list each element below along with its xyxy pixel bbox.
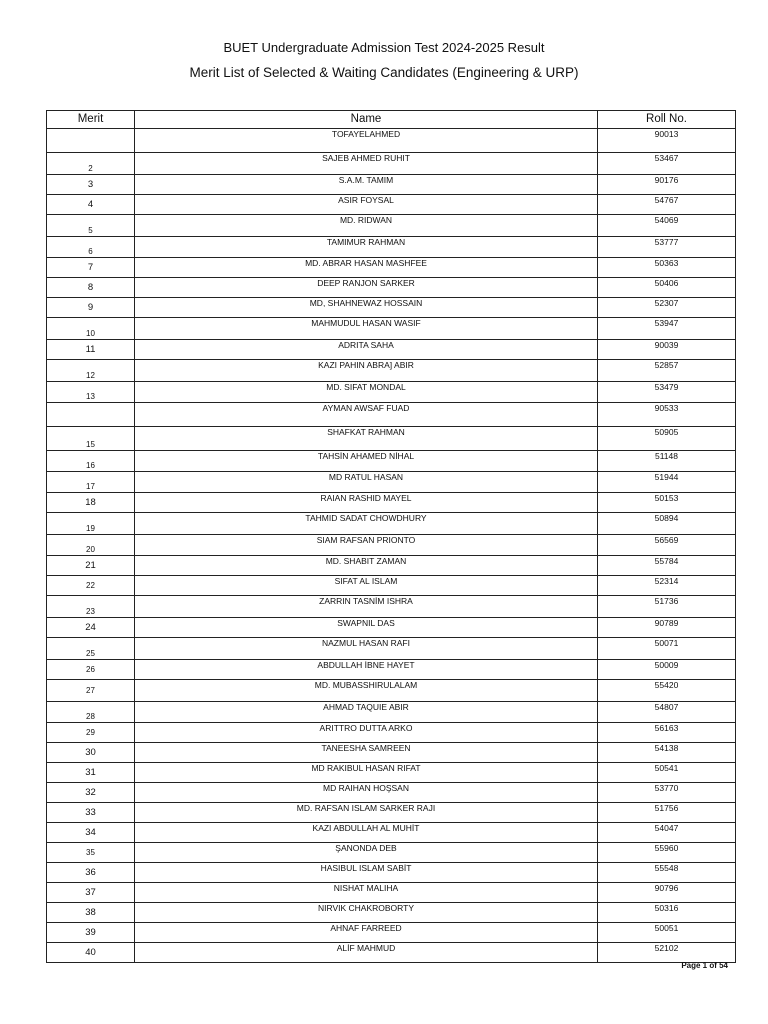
roll-cell: 56569 [598, 535, 736, 556]
table-row [47, 702, 736, 723]
name-cell: MD. SHABIT ZAMAN [135, 556, 598, 576]
name-cell: MD. MUBASSHIRULALAM [135, 680, 598, 702]
roll-cell: 54047 [598, 823, 736, 843]
roll-cell: 55548 [598, 863, 736, 883]
table-row [47, 618, 736, 638]
name-cell: MD. RAFSAN ISLAM SARKER RAJI [135, 803, 598, 823]
table-row [47, 215, 736, 237]
table-row [47, 513, 736, 535]
name-cell: AYMAN AWSAF FUAD [135, 403, 598, 427]
table-row [47, 451, 736, 472]
roll-cell: 55420 [598, 680, 736, 702]
table-row [47, 943, 736, 963]
table-row [47, 237, 736, 258]
merit-cell [47, 403, 135, 427]
table-row [47, 535, 736, 556]
roll-cell: 50071 [598, 638, 736, 660]
name-cell: MD RATUL HASAN [135, 472, 598, 493]
merit-cell: 9 [47, 298, 135, 318]
name-cell: NISHAT MALIHA [135, 883, 598, 903]
roll-cell: 53467 [598, 153, 736, 175]
name-cell: ŞANONDA DEB [135, 843, 598, 863]
merit-cell: 6 [47, 237, 135, 258]
name-cell: MD RAIHAN HOŞSAN [135, 783, 598, 803]
name-cell: ZARRIN TASNİM ISHRA [135, 596, 598, 618]
merit-cell: 21 [47, 556, 135, 576]
merit-cell: 5 [47, 215, 135, 237]
roll-cell: 50406 [598, 278, 736, 298]
roll-cell: 56163 [598, 723, 736, 743]
merit-cell: 37 [47, 883, 135, 903]
table-row [47, 175, 736, 195]
merit-cell: 27 [47, 680, 135, 702]
name-cell: SIFAT AL ISLAM [135, 576, 598, 596]
merit-cell: 17 [47, 472, 135, 493]
merit-table [46, 110, 736, 963]
roll-cell: 50905 [598, 427, 736, 451]
name-cell: MD. SIFAT MONDAL [135, 382, 598, 403]
merit-cell: 20 [47, 535, 135, 556]
merit-cell: 13 [47, 382, 135, 403]
roll-cell: 90013 [598, 129, 736, 153]
table-row [47, 427, 736, 451]
table-body [47, 129, 736, 963]
roll-cell: 52314 [598, 576, 736, 596]
name-cell: MD. RIDWAN [135, 215, 598, 237]
merit-cell: 24 [47, 618, 135, 638]
name-cell: KAZI ABDULLAH AL MUHİT [135, 823, 598, 843]
table-row [47, 403, 736, 427]
roll-cell: 90039 [598, 340, 736, 360]
roll-cell: 90789 [598, 618, 736, 638]
name-cell: SIAM RAFSAN PRIONTO [135, 535, 598, 556]
table-row [47, 883, 736, 903]
roll-cell: 51736 [598, 596, 736, 618]
table-row [47, 382, 736, 403]
roll-cell: 54138 [598, 743, 736, 763]
merit-cell: 39 [47, 923, 135, 943]
roll-cell: 51944 [598, 472, 736, 493]
name-cell: KAZI PAHIN ABRA] ABIR [135, 360, 598, 382]
merit-cell: 29 [47, 723, 135, 743]
table-row [47, 596, 736, 618]
merit-cell: 2 [47, 153, 135, 175]
table-row [47, 923, 736, 943]
table-row [47, 258, 736, 278]
merit-cell: 8 [47, 278, 135, 298]
roll-cell: 55960 [598, 843, 736, 863]
merit-cell: 7 [47, 258, 135, 278]
merit-cell: 34 [47, 823, 135, 843]
name-cell: HASIBUL ISLAM SABİT [135, 863, 598, 883]
roll-cell: 53947 [598, 318, 736, 340]
merit-cell: 11 [47, 340, 135, 360]
name-cell: RAIAN RASHID MAYEL [135, 493, 598, 513]
table-row [47, 863, 736, 883]
merit-cell: 10 [47, 318, 135, 340]
name-cell: TANEESHA SAMREEN [135, 743, 598, 763]
merit-cell: 19 [47, 513, 135, 535]
merit-cell: 35 [47, 843, 135, 863]
roll-cell: 51148 [598, 451, 736, 472]
merit-cell: 18 [47, 493, 135, 513]
roll-cell: 90176 [598, 175, 736, 195]
table-row [47, 803, 736, 823]
merit-cell: 3 [47, 175, 135, 195]
merit-cell: 4 [47, 195, 135, 215]
roll-cell: 53479 [598, 382, 736, 403]
table-row [47, 493, 736, 513]
roll-cell: 52307 [598, 298, 736, 318]
roll-cell: 90796 [598, 883, 736, 903]
table-row [47, 576, 736, 596]
merit-cell: 12 [47, 360, 135, 382]
table-row [47, 278, 736, 298]
table-row [47, 153, 736, 175]
name-cell: AHMAD TAQUIE ABIR [135, 702, 598, 723]
merit-cell: 25 [47, 638, 135, 660]
roll-cell: 50541 [598, 763, 736, 783]
table-row [47, 660, 736, 680]
table-row [47, 743, 736, 763]
table-row [47, 318, 736, 340]
roll-cell: 55784 [598, 556, 736, 576]
name-cell: ABDULLAH İBNE HAYET [135, 660, 598, 680]
table-row [47, 843, 736, 863]
table-row [47, 723, 736, 743]
table-row [47, 680, 736, 702]
name-cell: MD RAKIBUL HASAN RIFAT [135, 763, 598, 783]
table-row [47, 638, 736, 660]
roll-cell: 53777 [598, 237, 736, 258]
name-cell: ARITTRO DUTTA ARKO [135, 723, 598, 743]
name-cell: TAMIMUR RAHMAN [135, 237, 598, 258]
name-cell: DEEP RANJON SARKER [135, 278, 598, 298]
merit-cell: 22 [47, 576, 135, 596]
name-cell: MD. ABRAR HASAN MASHFEE [135, 258, 598, 278]
roll-cell: 52102 [598, 943, 736, 963]
roll-cell: 50153 [598, 493, 736, 513]
name-cell: ALİF MAHMUD [135, 943, 598, 963]
table-row [47, 195, 736, 215]
merit-cell: 31 [47, 763, 135, 783]
column-header-name: Name [135, 111, 598, 129]
table-header-row [47, 111, 736, 129]
roll-cell: 90533 [598, 403, 736, 427]
table-row [47, 340, 736, 360]
name-cell: SAJEB AHMED RUHIT [135, 153, 598, 175]
roll-cell: 53770 [598, 783, 736, 803]
roll-cell: 54767 [598, 195, 736, 215]
column-header-roll: Roll No. [598, 111, 736, 129]
name-cell: TAHMID SADAT CHOWDHURY [135, 513, 598, 535]
document-subtitle: Merit List of Selected & Waiting Candidates (Engineering & URP) [189, 65, 579, 80]
roll-cell: 51756 [598, 803, 736, 823]
roll-cell: 50316 [598, 903, 736, 923]
table-row [47, 472, 736, 493]
table-row [47, 360, 736, 382]
roll-cell: 50051 [598, 923, 736, 943]
name-cell: ADRITA SAHA [135, 340, 598, 360]
merit-cell: 16 [47, 451, 135, 472]
merit-cell: 15 [47, 427, 135, 451]
roll-cell: 50363 [598, 258, 736, 278]
table-row [47, 783, 736, 803]
name-cell: TAHSİN AHAMED NİHAL [135, 451, 598, 472]
table-row [47, 903, 736, 923]
merit-cell: 23 [47, 596, 135, 618]
merit-cell [47, 129, 135, 153]
merit-cell: 36 [47, 863, 135, 883]
name-cell: SWAPNIL DAS [135, 618, 598, 638]
table-row [47, 298, 736, 318]
name-cell: NIRVIK CHAKROBORTY [135, 903, 598, 923]
roll-cell: 50009 [598, 660, 736, 680]
merit-cell: 38 [47, 903, 135, 923]
merit-cell: 30 [47, 743, 135, 763]
roll-cell: 54069 [598, 215, 736, 237]
name-cell: AHNAF FARREED [135, 923, 598, 943]
name-cell: SHAFKAT RAHMAN [135, 427, 598, 451]
name-cell: S.A.M. TAMIM [135, 175, 598, 195]
page-number: Page 1 of 54 [681, 961, 728, 970]
merit-cell: 26 [47, 660, 135, 680]
merit-cell: 40 [47, 943, 135, 963]
merit-cell: 32 [47, 783, 135, 803]
roll-cell: 54807 [598, 702, 736, 723]
merit-cell: 33 [47, 803, 135, 823]
name-cell: TOFAYELAHMED [135, 129, 598, 153]
table-row [47, 823, 736, 843]
document-title: BUET Undergraduate Admission Test 2024-2025 Result [223, 40, 545, 55]
name-cell: MD, SHAHNEWAZ HOSSAIN [135, 298, 598, 318]
merit-cell: 28 [47, 702, 135, 723]
roll-cell: 50894 [598, 513, 736, 535]
name-cell: NAZMUL HASAN RAFI [135, 638, 598, 660]
name-cell: ASIR FOYSAL [135, 195, 598, 215]
table-row [47, 129, 736, 153]
column-header-merit: Merit [47, 111, 135, 129]
table-row [47, 763, 736, 783]
table-row [47, 556, 736, 576]
roll-cell: 52857 [598, 360, 736, 382]
name-cell: MAHMUDUL HASAN WASIF [135, 318, 598, 340]
